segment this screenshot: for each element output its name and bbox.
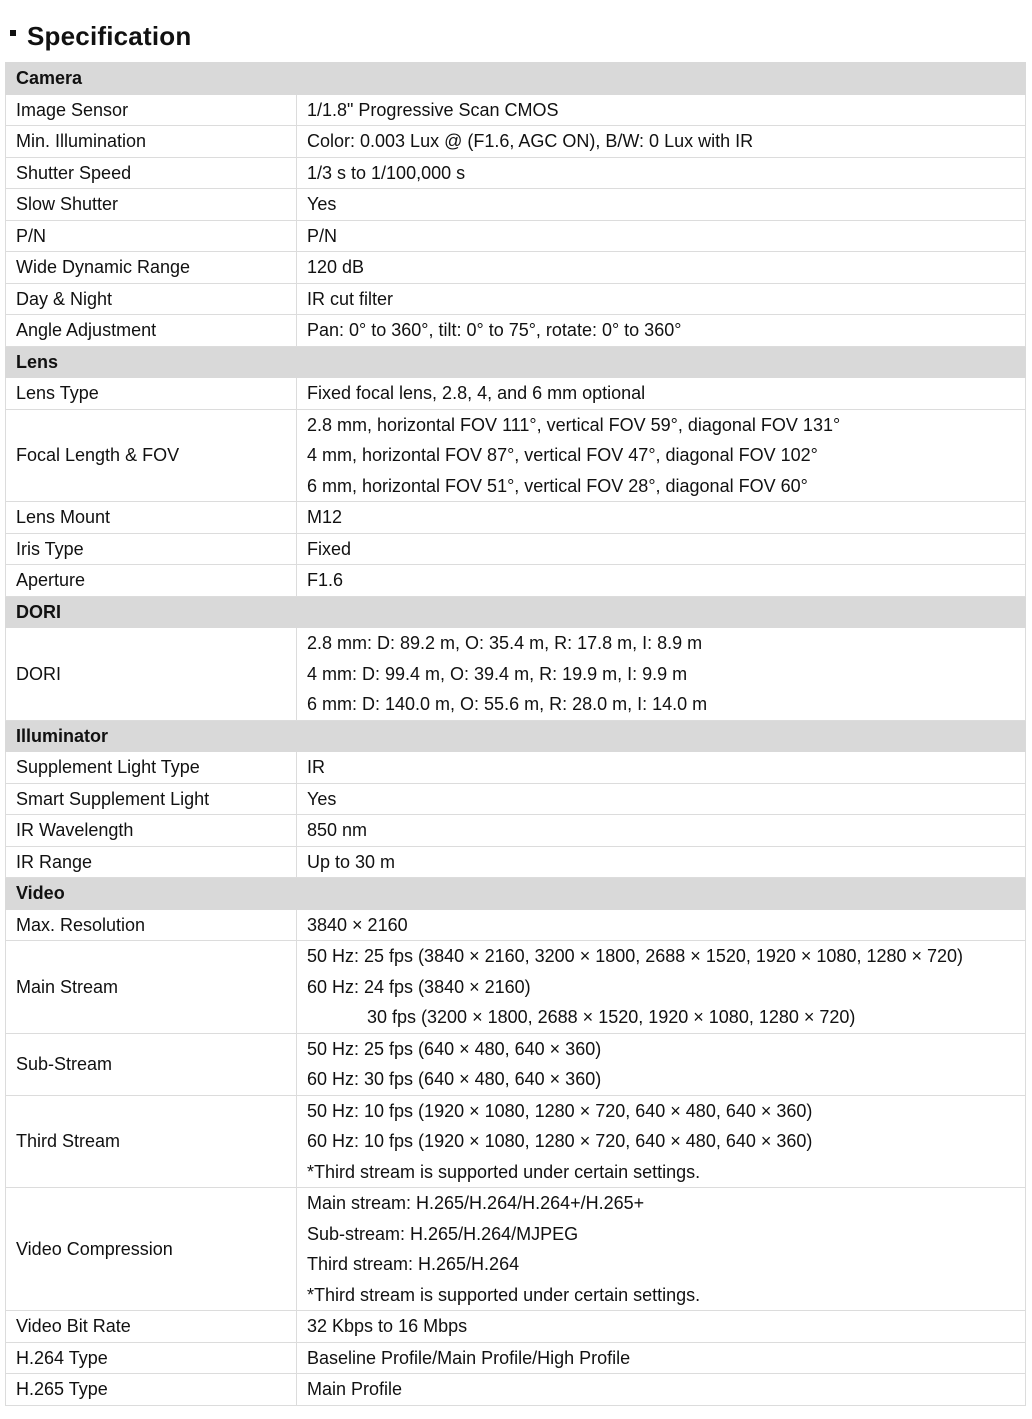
spec-value-line: 850 nm xyxy=(307,820,368,840)
section-title: DORI xyxy=(6,596,297,628)
spec-value xyxy=(297,909,1026,941)
spec-value-line: *Third stream is supported under certain settings. xyxy=(307,1284,701,1305)
section-title: Illuminator xyxy=(6,720,297,752)
spec-row-day-night xyxy=(6,283,1026,315)
spec-value-line: Fixed xyxy=(307,538,352,559)
spec-value-line: 4 mm, horizontal FOV 87°, vertical FOV 47°, diagonal FOV 102° xyxy=(307,445,818,465)
spec-value xyxy=(297,1188,1026,1311)
section-header-video xyxy=(6,878,1026,910)
section-header-illuminator xyxy=(6,720,1026,752)
spec-value-line: 1/3 s to 1/100,000 s xyxy=(307,162,466,183)
spec-value xyxy=(297,1374,1026,1406)
spec-value-line: Sub-stream: H.265/H.264/MJPEG xyxy=(307,1223,579,1244)
spec-row-angle-adjustment xyxy=(6,315,1026,347)
spec-label: H.264 Type xyxy=(6,1342,297,1374)
spec-value-line: Yes xyxy=(307,788,337,809)
section-header-fill xyxy=(297,63,1026,95)
spec-row-p-n xyxy=(6,220,1026,252)
spec-value xyxy=(297,220,1026,252)
spec-row-sub-stream xyxy=(6,1033,1026,1095)
spec-label: Angle Adjustment xyxy=(6,315,297,347)
spec-label: Day & Night xyxy=(6,283,297,315)
spec-label: Iris Type xyxy=(6,533,297,565)
spec-value xyxy=(297,502,1026,534)
spec-label: Image Sensor xyxy=(6,94,297,126)
spec-row-h-264-type xyxy=(6,1342,1026,1374)
spec-value xyxy=(297,1095,1026,1188)
spec-value-line: 60 Hz: 24 fps (3840 × 2160) xyxy=(307,976,531,997)
spec-value-line: Baseline Profile/Main Profile/High Profile xyxy=(307,1347,631,1368)
spec-value-line: 50 Hz: 25 fps (3840 × 2160, 3200 × 1800, 2688 × 1520, 1920 × 1080, 1280 × 720) xyxy=(307,946,964,966)
spec-value-line: Up to 30 m xyxy=(307,851,396,872)
spec-label: Lens Type xyxy=(6,378,297,410)
spec-value-line: Pan: 0° to 360°, tilt: 0° to 75°, rotate: 0° to 360° xyxy=(307,320,682,340)
spec-label: IR Wavelength xyxy=(6,815,297,847)
spec-row-iris-type xyxy=(6,533,1026,565)
spec-row-dori xyxy=(6,628,1026,721)
spec-value-line: M12 xyxy=(307,507,343,527)
spec-value-line: 3840 × 2160 xyxy=(307,914,408,935)
spec-row-supplement-light-type xyxy=(6,752,1026,784)
spec-value xyxy=(297,565,1026,597)
spec-label: Focal Length & FOV xyxy=(6,409,297,502)
spec-label: Wide Dynamic Range xyxy=(6,252,297,284)
spec-row-video-compression xyxy=(6,1188,1026,1311)
spec-row-smart-supplement-light xyxy=(6,783,1026,815)
spec-value-line: 50 Hz: 10 fps (1920 × 1080, 1280 × 720, 640 × 480, 640 × 360) xyxy=(307,1100,813,1121)
section-header-fill xyxy=(297,720,1026,752)
spec-row-max-resolution xyxy=(6,909,1026,941)
spec-row-lens-mount xyxy=(6,502,1026,534)
spec-value xyxy=(297,157,1026,189)
spec-value-line: P/N xyxy=(307,225,338,246)
page-title-text: Specification xyxy=(27,20,192,51)
section-title: Video xyxy=(6,878,297,910)
spec-value-line: IR xyxy=(307,757,325,777)
spec-label: IR Range xyxy=(6,846,297,878)
spec-value-line: 6 mm: D: 140.0 m, O: 55.6 m, R: 28.0 m, I: 14.0 m xyxy=(307,694,708,714)
spec-value xyxy=(297,252,1026,284)
section-header-lens xyxy=(6,346,1026,378)
section-header-fill xyxy=(297,346,1026,378)
spec-value-line: Fixed focal lens, 2.8, 4, and 6 mm optional xyxy=(307,383,646,403)
spec-label: Third Stream xyxy=(6,1095,297,1188)
spec-table xyxy=(5,62,1026,1406)
bullet-icon xyxy=(10,30,16,36)
spec-label: Smart Supplement Light xyxy=(6,783,297,815)
spec-value xyxy=(297,752,1026,784)
spec-label: Min. Illumination xyxy=(6,126,297,158)
spec-value xyxy=(297,315,1026,347)
spec-value-line: 50 Hz: 25 fps (640 × 480, 640 × 360) xyxy=(307,1038,602,1059)
spec-value-line: 60 Hz: 30 fps (640 × 480, 640 × 360) xyxy=(307,1069,602,1089)
spec-label: Video Compression xyxy=(6,1188,297,1311)
spec-value-line: Main stream: H.265/H.264/H.264+/H.265+ xyxy=(307,1193,645,1213)
spec-label: Sub-Stream xyxy=(6,1033,297,1095)
spec-value-line: 120 dB xyxy=(307,257,365,277)
spec-value-line: 60 Hz: 10 fps (1920 × 1080, 1280 × 720, 640 × 480, 640 × 360) xyxy=(307,1131,813,1151)
spec-value-line: 1/1.8" Progressive Scan CMOS xyxy=(307,99,559,120)
spec-value xyxy=(297,378,1026,410)
spec-row-shutter-speed xyxy=(6,157,1026,189)
spec-value xyxy=(297,815,1026,847)
spec-value-line: 4 mm: D: 99.4 m, O: 39.4 m, R: 19.9 m, I: 9.9 m xyxy=(307,663,688,684)
spec-row-aperture xyxy=(6,565,1026,597)
spec-value xyxy=(297,94,1026,126)
spec-value-line: IR cut filter xyxy=(307,288,394,309)
spec-row-video-bit-rate xyxy=(6,1311,1026,1343)
spec-value xyxy=(297,1033,1026,1095)
spec-label: Lens Mount xyxy=(6,502,297,534)
spec-label: P/N xyxy=(6,220,297,252)
spec-value xyxy=(297,628,1026,721)
section-title: Camera xyxy=(6,63,297,95)
spec-label: Supplement Light Type xyxy=(6,752,297,784)
spec-value-line: 2.8 mm: D: 89.2 m, O: 35.4 m, R: 17.8 m, I: 8.9 m xyxy=(307,633,703,653)
section-header-dori xyxy=(6,596,1026,628)
spec-value-line: *Third stream is supported under certain settings. xyxy=(307,1161,701,1182)
spec-row-slow-shutter xyxy=(6,189,1026,221)
spec-label: Max. Resolution xyxy=(6,909,297,941)
spec-row-ir-range xyxy=(6,846,1026,878)
section-header-fill xyxy=(297,596,1026,628)
spec-row-min-illumination xyxy=(6,126,1026,158)
spec-value xyxy=(297,783,1026,815)
spec-value xyxy=(297,283,1026,315)
spec-value xyxy=(297,533,1026,565)
spec-value xyxy=(297,1342,1026,1374)
spec-label: Shutter Speed xyxy=(6,157,297,189)
spec-row-lens-type xyxy=(6,378,1026,410)
spec-row-image-sensor xyxy=(6,94,1026,126)
section-title: Lens xyxy=(6,346,297,378)
spec-label: H.265 Type xyxy=(6,1374,297,1406)
spec-value-line: 32 Kbps to 16 Mbps xyxy=(307,1316,468,1336)
spec-value-line: Yes xyxy=(307,194,337,214)
section-header-camera xyxy=(6,63,1026,95)
spec-label: Slow Shutter xyxy=(6,189,297,221)
spec-label: Aperture xyxy=(6,565,297,597)
spec-row-third-stream xyxy=(6,1095,1026,1188)
spec-value-line: 30 fps (3200 × 1800, 2688 × 1520, 1920 × 1080, 1280 × 720) xyxy=(367,1007,856,1027)
spec-value-line: 6 mm, horizontal FOV 51°, vertical FOV 28°, diagonal FOV 60° xyxy=(307,475,808,496)
spec-value xyxy=(297,189,1026,221)
spec-row-wide-dynamic-range xyxy=(6,252,1026,284)
spec-label: DORI xyxy=(6,628,297,721)
spec-value-line: Main Profile xyxy=(307,1379,403,1399)
spec-value-line: Third stream: H.265/H.264 xyxy=(307,1254,520,1274)
spec-row-ir-wavelength xyxy=(6,815,1026,847)
spec-value-line: Color: 0.003 Lux @ (F1.6, AGC ON), B/W: 0 Lux with IR xyxy=(307,131,754,151)
spec-row-focal-length-fov xyxy=(6,409,1026,502)
spec-label: Main Stream xyxy=(6,941,297,1034)
section-header-fill xyxy=(297,878,1026,910)
spec-label: Video Bit Rate xyxy=(6,1311,297,1343)
page-title xyxy=(10,18,191,54)
spec-value-line: 2.8 mm, horizontal FOV 111°, vertical FOV 59°, diagonal FOV 131° xyxy=(307,414,841,435)
spec-value xyxy=(297,1311,1026,1343)
spec-row-h-265-type xyxy=(6,1374,1026,1406)
spec-value xyxy=(297,941,1026,1034)
spec-value xyxy=(297,126,1026,158)
spec-row-main-stream xyxy=(6,941,1026,1034)
spec-value xyxy=(297,846,1026,878)
spec-value xyxy=(297,409,1026,502)
spec-value-line: F1.6 xyxy=(307,570,344,590)
